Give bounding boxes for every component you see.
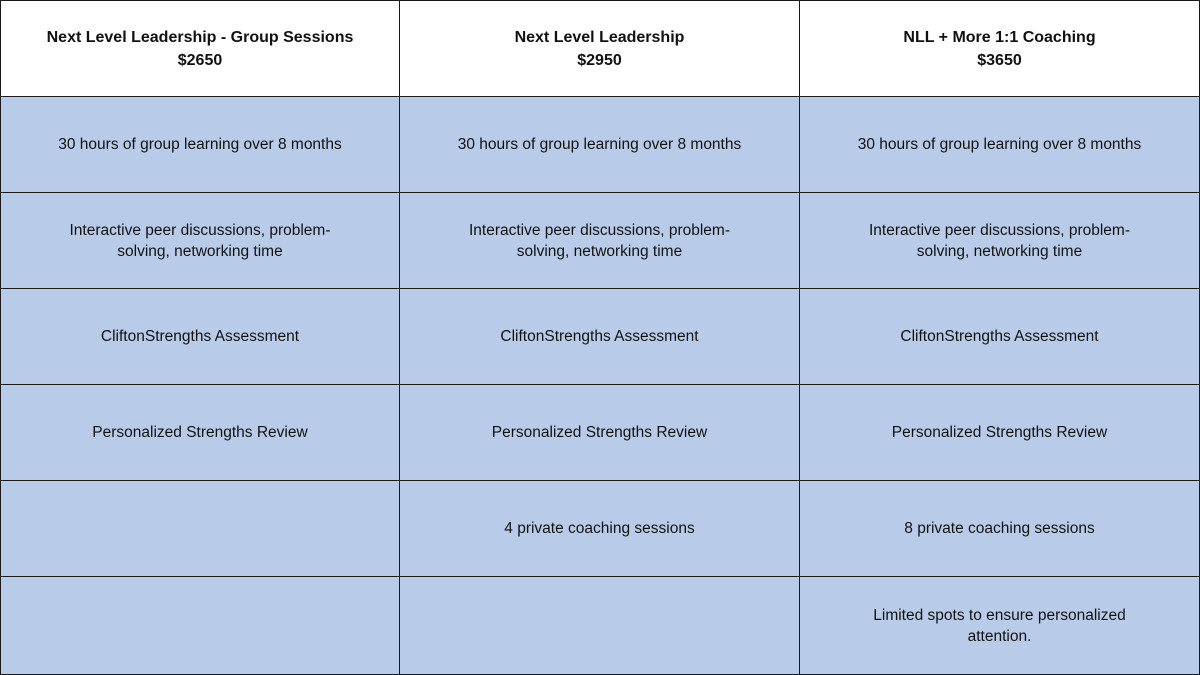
feature-cell: Interactive peer discussions, problem-solving, networking time — [800, 193, 1200, 289]
plan-header-next-level-leadership — [400, 0, 800, 97]
feature-cell: Personalized Strengths Review — [400, 385, 800, 481]
plan-name: Next Level Leadership — [514, 28, 685, 46]
feature-cell: CliftonStrengths Assessment — [400, 289, 800, 385]
feature-cell: CliftonStrengths Assessment — [0, 289, 400, 385]
feature-cell-empty — [0, 481, 400, 577]
feature-cell-empty — [0, 577, 400, 675]
feature-cell: 30 hours of group learning over 8 months — [400, 97, 800, 193]
plan-price: $2650 — [177, 51, 223, 69]
feature-cell: Interactive peer discussions, problem-solving, networking time — [0, 193, 400, 289]
feature-cell: Personalized Strengths Review — [0, 385, 400, 481]
plan-price: $2950 — [577, 51, 622, 69]
plan-price: $3650 — [977, 51, 1022, 69]
feature-cell: 30 hours of group learning over 8 months — [800, 97, 1200, 193]
feature-cell: 30 hours of group learning over 8 months — [0, 97, 400, 193]
feature-cell: Limited spots to ensure personalized attention. — [800, 577, 1200, 675]
feature-cell: CliftonStrengths Assessment — [800, 289, 1200, 385]
feature-cell: 4 private coaching sessions — [400, 481, 800, 577]
plan-name: Next Level Leadership - Group Sessions — [46, 28, 354, 46]
plan-header-group-sessions — [0, 0, 400, 97]
feature-cell-empty — [400, 577, 800, 675]
plan-name: NLL + More 1:1 Coaching — [903, 28, 1096, 46]
feature-cell: Personalized Strengths Review — [800, 385, 1200, 481]
feature-cell: 8 private coaching sessions — [800, 481, 1200, 577]
feature-cell: Interactive peer discussions, problem-solving, networking time — [400, 193, 800, 289]
plan-header-nll-coaching — [800, 0, 1200, 97]
